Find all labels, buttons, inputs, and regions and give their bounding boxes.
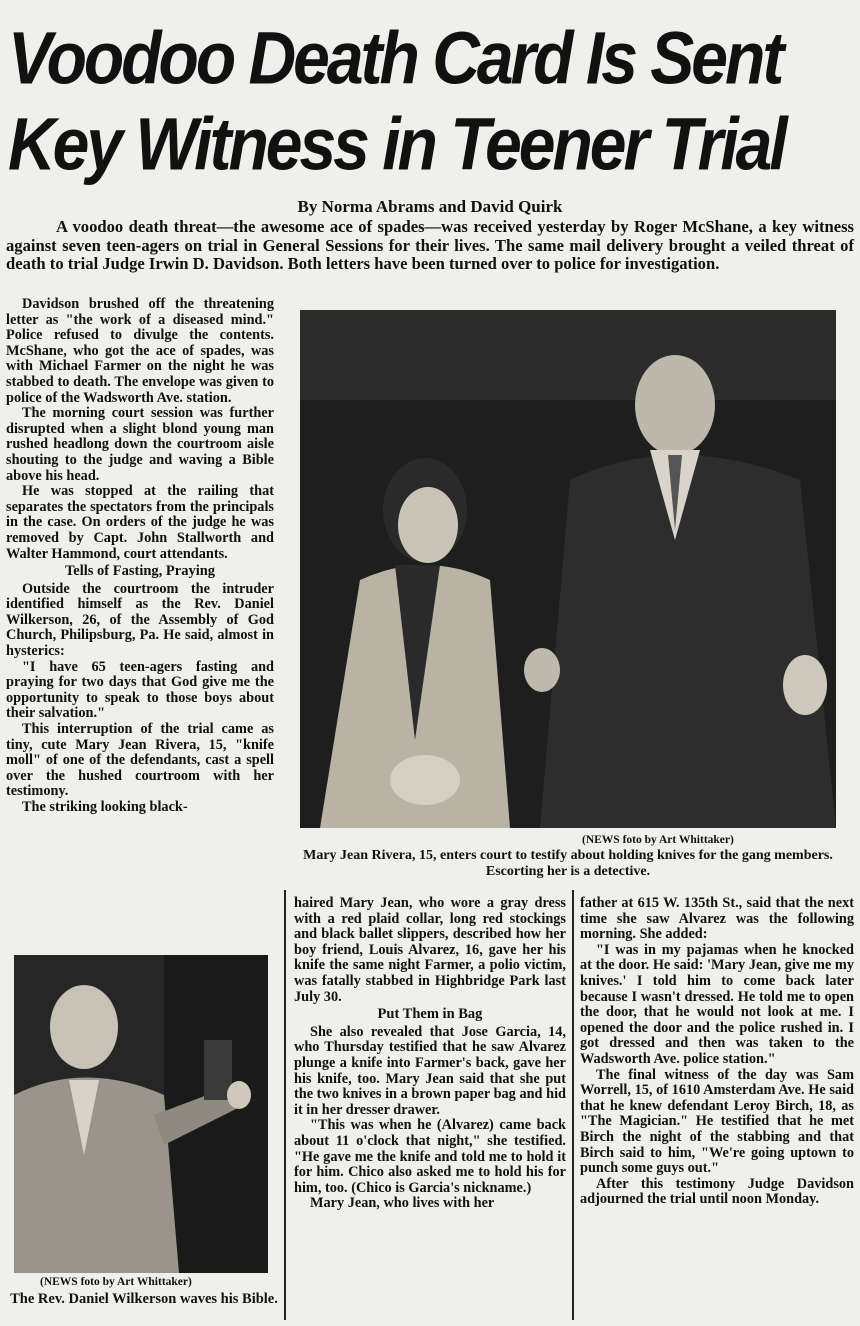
paragraph: The final witness of the day was Sam Worrell, 15, of 1610 Amsterdam Ave. He said that he knew defendant Leroy Birch, 18, as "The Magician." He testified that he met Birch the night of the stabbing and that Birch said to him, "We're going uptown to punch some guys out.": [580, 1066, 854, 1177]
paragraph: The morning court session was further disrupted when a slight blond young man rushed headlong down the courtroom aisle shouting to the judge and waving a Bible above his head.: [6, 405, 274, 484]
paragraph: After this testimony Judge Davidson adjourned the trial until noon Monday.: [580, 1175, 854, 1208]
paragraph: Mary Jean, who lives with her: [310, 1195, 495, 1212]
byline: By Norma Abrams and David Quirk: [297, 197, 563, 216]
main-photo-credit: (NEWS foto by Art Whittaker): [582, 834, 734, 846]
article-column-3: [580, 896, 854, 1208]
paragraph: "This was when he (Alvarez) came back about 11 o'clock that night," she testified. "He gave me the knife and told me to hold it for him. Chico also asked me to hold his for him, too. (Chico is Garcia's nickname.): [294, 1117, 566, 1196]
subhead-bag: Put Them in Bag: [377, 1006, 483, 1023]
small-photo-credit: (NEWS foto by Art Whittaker): [40, 1276, 192, 1288]
paragraph: Davidson brushed off the threatening letter as "the work of a diseased mind." Police refused to divulge the contents. McShane, who got the ace of spades, was with Michael Farmer on the night he was stabbed to death. The envelope was given to police of the Wadsworth Ave. station.: [6, 296, 274, 406]
paragraph: haired Mary Jean, who wore a gray dress with a red plaid collar, long red stockings and black ballet slippers, described how her boy friend, Louis Alvarez, 16, gave her his knife the same night Farmer, a polio victim, was fatally stabbed in Highbridge Park last July 30.: [294, 895, 566, 1005]
small-photo-image: [14, 955, 268, 1273]
article-column-2: [294, 896, 566, 1212]
paragraph: The striking looking black-: [22, 799, 188, 815]
paragraph: This interruption of the trial came as tiny, cute Mary Jean Rivera, 15, "knife moll" of one of the defendants, cast a spell over the hushed courtroom with her testimony.: [6, 721, 274, 800]
paragraph: father at 615 W. 135th St., said that the next time she saw Alvarez was the following morning. She added:: [580, 895, 854, 943]
lead-paragraph: A voodoo death threat—the awesome ace of spades—was received yesterday by Roger McShane, a key witness against seven teen-agers on trial in General Sessions for their lives. The same mail delivery brought a veiled threat of death to trial Judge Irwin D. Davidson. Both letters have been turned over to police for investigation.: [6, 217, 854, 273]
paragraph: She also revealed that Jose Garcia, 14, who Thursday testified that he saw Alvarez plunge a knife into Farmer's back, gave her his knife, too. Mary Jean said that she put the two knives in a brown paper bag and hid it in her dresser drawer.: [294, 1023, 566, 1118]
main-photo: [300, 310, 836, 828]
column-rule: [572, 890, 574, 1320]
headline-line-1: Voodoo Death Card Is Sent: [8, 16, 782, 100]
small-photo: [14, 955, 268, 1273]
column-rule: [284, 890, 286, 1320]
main-photo-caption: Mary Jean Rivera, 15, enters court to testify about holding knives for the gang members. Escorting her is a detective.: [303, 848, 833, 879]
paragraph: Outside the courtroom the intruder identified himself as the Rev. Daniel Wilkerson, 26, of the Assembly of God Church, Philipsburg, Pa. He said, almost in hysterics:: [6, 580, 274, 660]
headline-line-2: Key Witness in Teener Trial: [8, 102, 785, 186]
paragraph: He was stopped at the railing that separates the spectators from the principals in the case. On orders of the judge he was removed by Capt. John Stallworth and Walter Hammond, court attendants.: [6, 483, 274, 562]
paragraph: "I was in my pajamas when he knocked at the door. He said: 'Mary Jean, give me my knives.' I told him to come back later because I wasn't dressed. He told me to open the door, that he would not look at me. I opened the door and the police rushed in. I got dressed and then was taken to the Wadsworth Ave. police station.": [580, 941, 854, 1067]
subhead-fasting: Tells of Fasting, Praying: [64, 563, 216, 580]
article-column-1: [6, 297, 274, 816]
main-photo-image: [300, 310, 836, 828]
small-photo-caption: The Rev. Daniel Wilkerson waves his Bible.: [10, 1291, 278, 1307]
paragraph: "I have 65 teen-agers fasting and praying for two days that God give me the opportunity to speak to those boys about their salvation.": [6, 658, 274, 722]
